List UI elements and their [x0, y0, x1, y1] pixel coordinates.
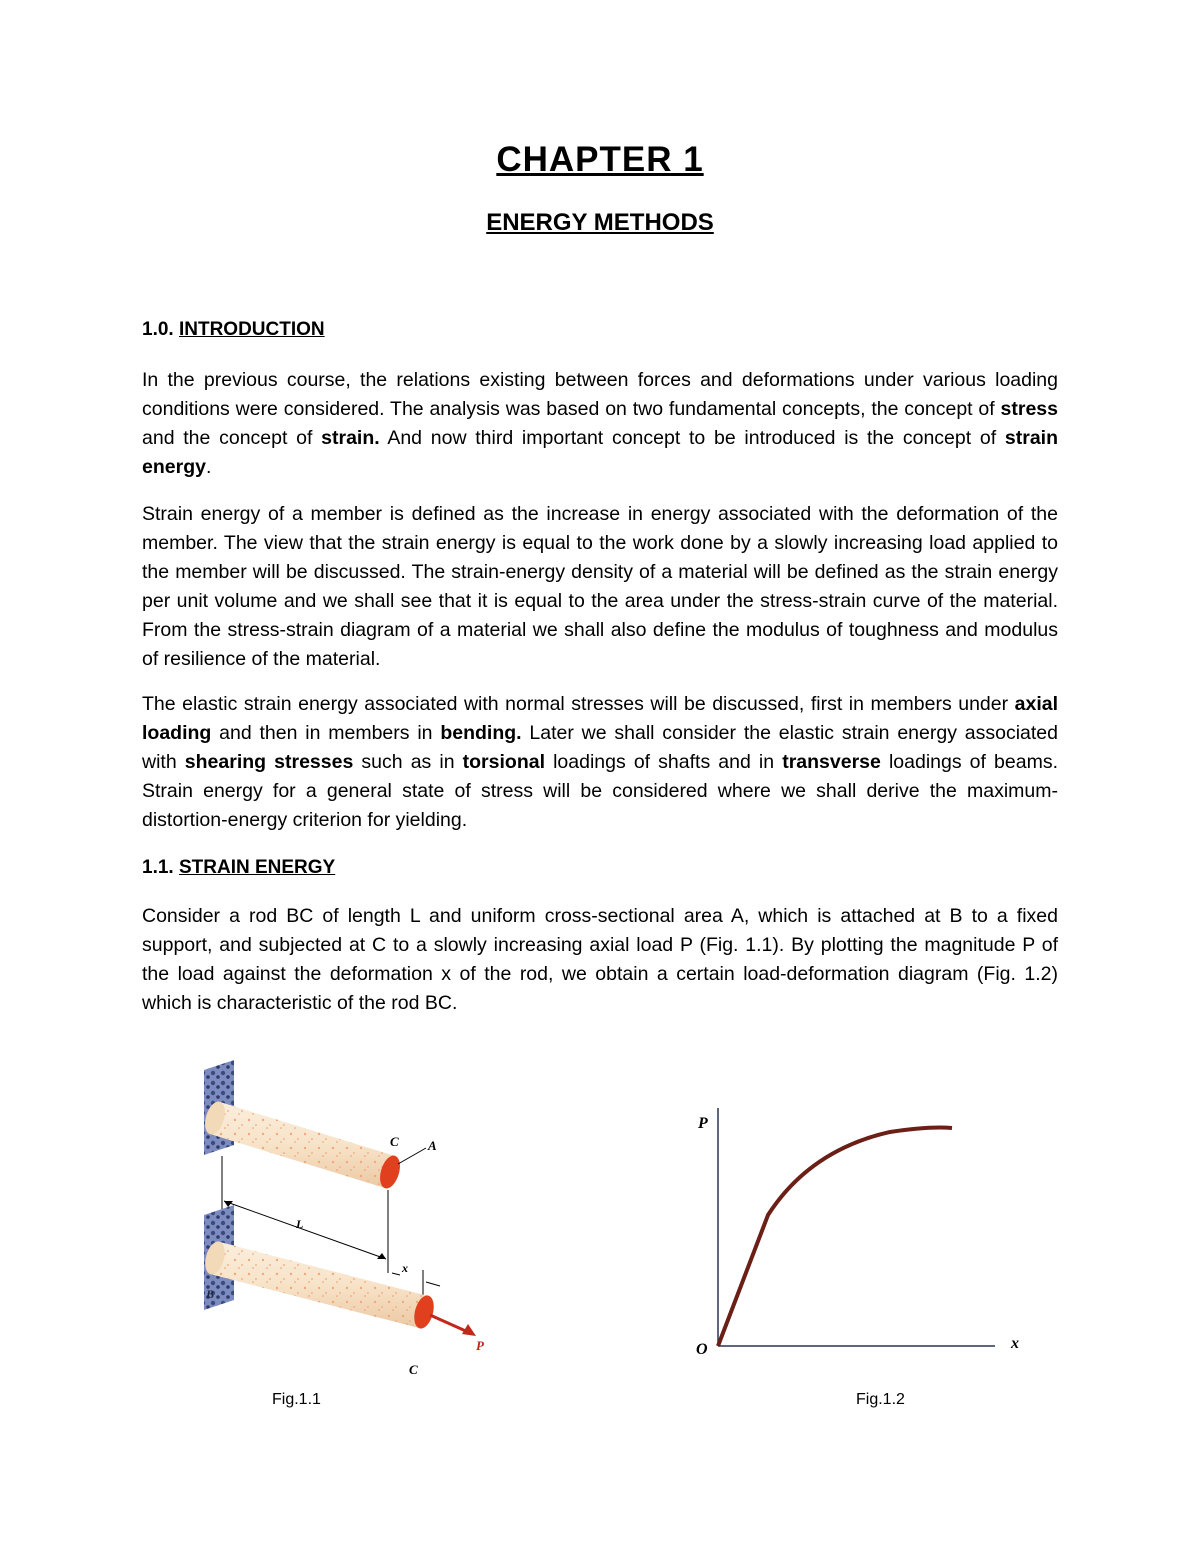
rod-bottom	[202, 1239, 437, 1331]
label-b: B	[206, 1287, 215, 1301]
intro-paragraph-2: Strain energy of a member is defined as the increase in energy associated with the deformation of the member. The view that the strain energy is equal to the work done by a slowly increasing load applied to the member will be discussed. The strain-energy density of a material will be defined as the strain energy per unit volume and we shall see that it is equal to the area under the stress-strain curve of the material. From the stress-strain diagram of a material we shall also define the modulus of toughness and modulus of resilience of the material.	[142, 503, 1058, 670]
term-transverse: transverse	[782, 751, 881, 773]
figure-1-2-caption: Fig.1.2	[856, 1391, 905, 1408]
figure-load-deformation-diagram	[690, 1100, 1030, 1360]
label-x-axis: x	[1011, 1335, 1019, 1352]
label-c-top: C	[390, 1134, 399, 1149]
term-torsional: torsional	[462, 751, 545, 773]
section-heading-introduction	[142, 319, 325, 341]
intro-paragraph-3: The elastic strain energy associated with normal stresses will be discussed, first in members under axial loading and then in members in bending. Later we shall consider the elastic strain energy associated with shearing stresses such as in torsional loadings of shafts and in transverse loadings of beams. Strain energy for a general state of stress will be considered where we shall derive the maximum-distortion-energy criterion for yielding.	[142, 693, 1058, 831]
chapter-title: CHAPTER 1	[496, 140, 704, 179]
label-a-leader	[398, 1148, 426, 1164]
section-title: INTRODUCTION	[178, 319, 325, 340]
label-l: L	[296, 1217, 304, 1231]
term-stress: stress	[1000, 398, 1058, 420]
load-arrow-p	[430, 1315, 468, 1332]
chapter-subtitle: ENERGY METHODS	[486, 209, 714, 236]
term-shearing-stresses: shearing stresses	[184, 751, 354, 773]
strain-energy-paragraph: Consider a rod BC of length L and uniform cross-sectional area A, which is attached at B to a fixed support, and subjected at C to a slowly increasing axial load P (Fig. 1.1). By plotting the magnitude P of the load against the deformation x of the rod, we obtain a certain load-deformation diagram (Fig. 1.2) which is characteristic of the rod BC.	[142, 905, 1058, 1014]
intro-paragraph-1: In the previous course, the relations existing between forces and deformations under various loading conditions were considered. The analysis was based on two fundamental concepts, the concept of stress and the concept of strain. And now third important concept to be introduced is the concept of strain energy.	[142, 369, 1058, 478]
section-number: 1.1.	[142, 857, 174, 878]
load-deformation-curve	[718, 1128, 952, 1347]
figure-1-1-caption: Fig.1.1	[272, 1391, 321, 1408]
term-strain-energy: strain energy	[142, 427, 1058, 478]
section-number: 1.0.	[142, 319, 174, 340]
figure-rod-diagram	[190, 1060, 510, 1390]
label-p-axis: P	[698, 1115, 708, 1132]
term-bending: bending.	[440, 722, 522, 744]
term-axial-loading: axial loading	[142, 693, 1058, 744]
section-title: STRAIN ENERGY	[178, 857, 336, 878]
label-x: x	[402, 1261, 408, 1275]
label-a: A	[428, 1138, 437, 1153]
term-strain: strain.	[321, 427, 380, 449]
section-heading-strain-energy	[142, 857, 335, 879]
label-p: P	[476, 1338, 484, 1353]
label-origin: O	[696, 1341, 708, 1358]
label-c-bottom: C	[409, 1362, 418, 1377]
